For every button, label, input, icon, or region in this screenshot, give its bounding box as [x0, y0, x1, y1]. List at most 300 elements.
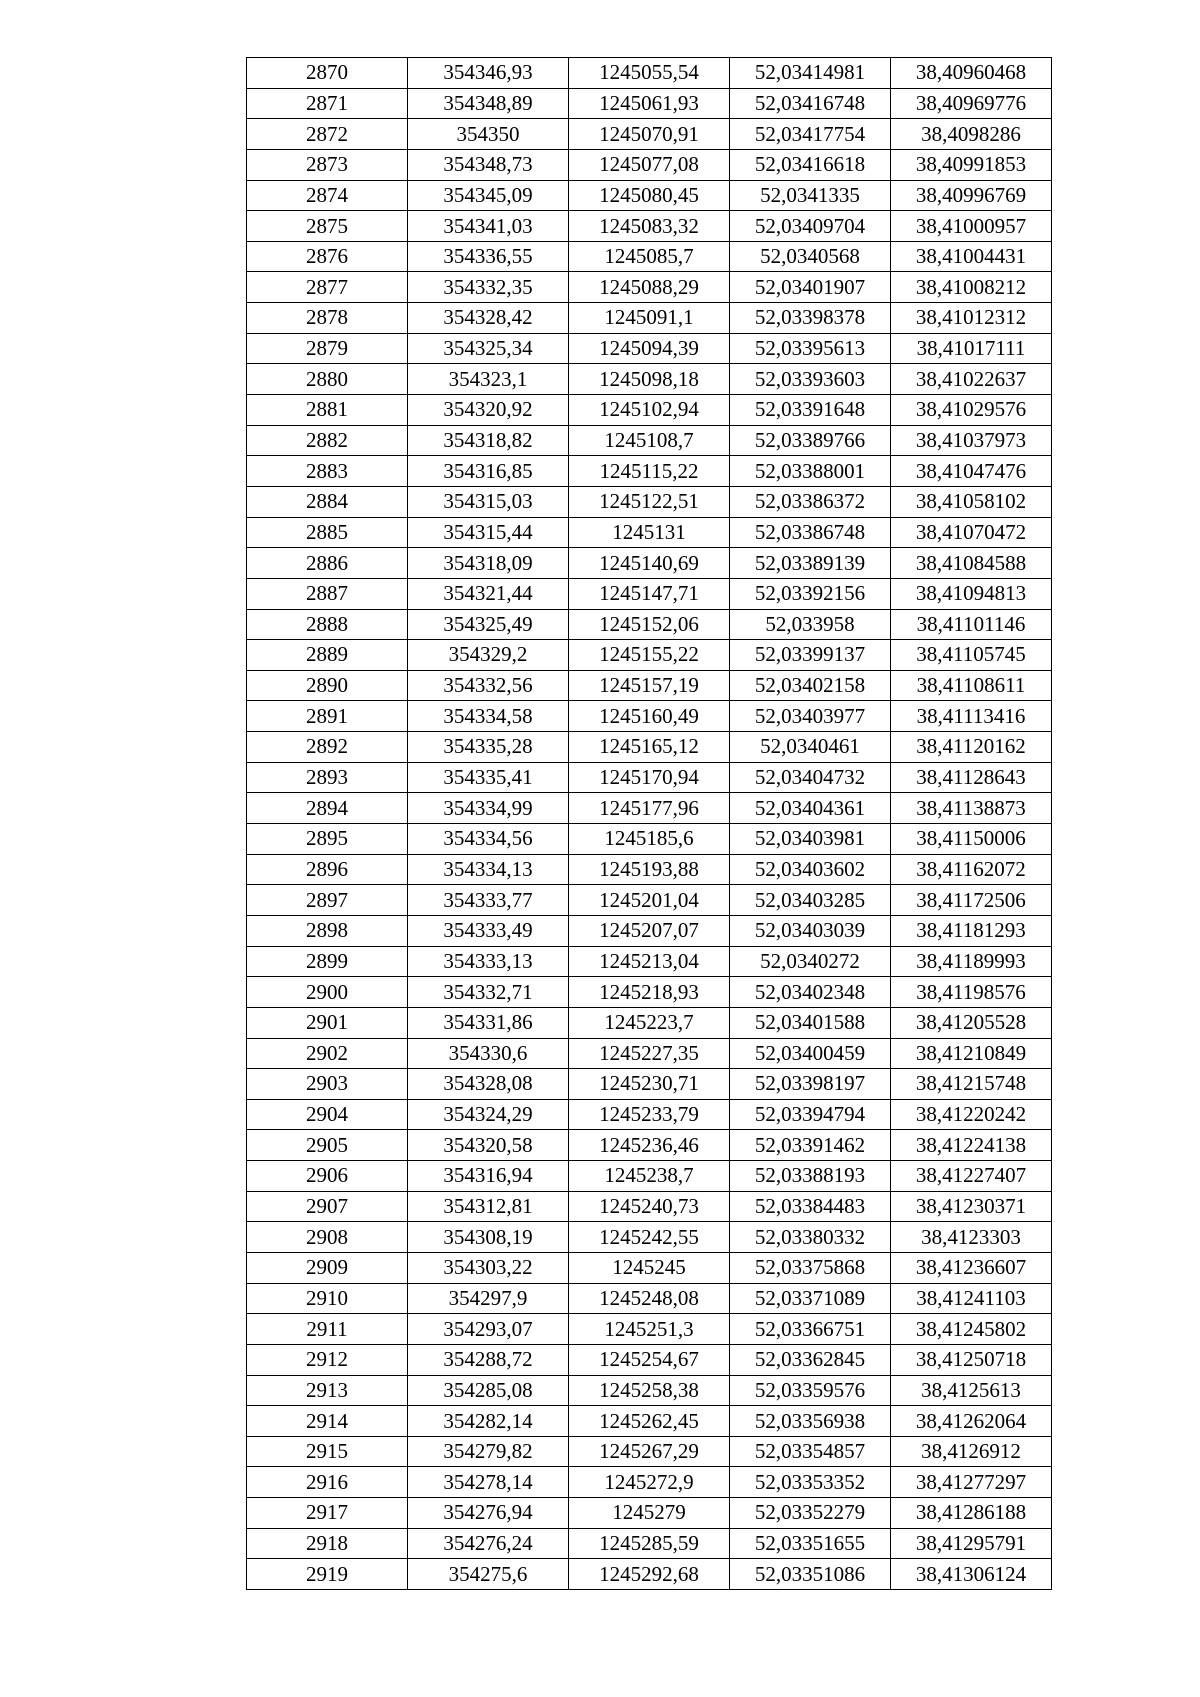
y-coordinate-cell: 1245094,39	[569, 333, 730, 364]
table-row	[247, 578, 1052, 609]
table-row	[247, 854, 1052, 885]
point-number-cell: 2890	[247, 670, 408, 701]
latitude-cell: 52,03384483	[730, 1191, 891, 1222]
point-number-cell: 2905	[247, 1130, 408, 1161]
y-coordinate-cell: 1245088,29	[569, 272, 730, 303]
x-coordinate-cell: 354323,1	[408, 364, 569, 395]
table-row	[247, 1222, 1052, 1253]
table-row	[247, 333, 1052, 364]
table-row	[247, 793, 1052, 824]
point-number-cell: 2916	[247, 1467, 408, 1498]
latitude-cell: 52,03401907	[730, 272, 891, 303]
y-coordinate-cell: 1245102,94	[569, 395, 730, 426]
latitude-cell: 52,03398197	[730, 1069, 891, 1100]
table-row	[247, 1467, 1052, 1498]
point-number-cell: 2879	[247, 333, 408, 364]
x-coordinate-cell: 354335,41	[408, 762, 569, 793]
x-coordinate-cell: 354332,71	[408, 977, 569, 1008]
point-number-cell: 2914	[247, 1406, 408, 1437]
y-coordinate-cell: 1245091,1	[569, 303, 730, 334]
point-number-cell: 2903	[247, 1069, 408, 1100]
x-coordinate-cell: 354321,44	[408, 578, 569, 609]
point-number-cell: 2889	[247, 640, 408, 671]
latitude-cell: 52,03392156	[730, 578, 891, 609]
table-row	[247, 1344, 1052, 1375]
longitude-cell: 38,41105745	[891, 640, 1052, 671]
y-coordinate-cell: 1245061,93	[569, 88, 730, 119]
longitude-cell: 38,41058102	[891, 486, 1052, 517]
point-number-cell: 2871	[247, 88, 408, 119]
longitude-cell: 38,4125613	[891, 1375, 1052, 1406]
table-row	[247, 1069, 1052, 1100]
table-row	[247, 732, 1052, 763]
y-coordinate-cell: 1245262,45	[569, 1406, 730, 1437]
point-number-cell: 2873	[247, 149, 408, 180]
point-number-cell: 2884	[247, 486, 408, 517]
table-row	[247, 1130, 1052, 1161]
latitude-cell: 52,03414981	[730, 58, 891, 89]
longitude-cell: 38,41047476	[891, 456, 1052, 487]
latitude-cell: 52,03353352	[730, 1467, 891, 1498]
y-coordinate-cell: 1245238,7	[569, 1161, 730, 1192]
table-row	[247, 1314, 1052, 1345]
y-coordinate-cell: 1245055,54	[569, 58, 730, 89]
latitude-cell: 52,03402158	[730, 670, 891, 701]
longitude-cell: 38,41198576	[891, 977, 1052, 1008]
point-number-cell: 2872	[247, 119, 408, 150]
x-coordinate-cell: 354328,08	[408, 1069, 569, 1100]
y-coordinate-cell: 1245258,38	[569, 1375, 730, 1406]
longitude-cell: 38,41224138	[891, 1130, 1052, 1161]
latitude-cell: 52,03400459	[730, 1038, 891, 1069]
latitude-cell: 52,0341335	[730, 180, 891, 211]
y-coordinate-cell: 1245245	[569, 1252, 730, 1283]
point-number-cell: 2919	[247, 1559, 408, 1590]
x-coordinate-cell: 354293,07	[408, 1314, 569, 1345]
longitude-cell: 38,41230371	[891, 1191, 1052, 1222]
latitude-cell: 52,03375868	[730, 1252, 891, 1283]
longitude-cell: 38,40969776	[891, 88, 1052, 119]
point-number-cell: 2895	[247, 824, 408, 855]
y-coordinate-cell: 1245248,08	[569, 1283, 730, 1314]
latitude-cell: 52,03354857	[730, 1436, 891, 1467]
y-coordinate-cell: 1245285,59	[569, 1528, 730, 1559]
point-number-cell: 2892	[247, 732, 408, 763]
x-coordinate-cell: 354345,09	[408, 180, 569, 211]
point-number-cell: 2909	[247, 1252, 408, 1283]
latitude-cell: 52,03391462	[730, 1130, 891, 1161]
x-coordinate-cell: 354334,56	[408, 824, 569, 855]
table-row	[247, 915, 1052, 946]
x-coordinate-cell: 354329,2	[408, 640, 569, 671]
point-number-cell: 2891	[247, 701, 408, 732]
latitude-cell: 52,03402348	[730, 977, 891, 1008]
point-number-cell: 2875	[247, 211, 408, 242]
table-row	[247, 977, 1052, 1008]
latitude-cell: 52,03351086	[730, 1559, 891, 1590]
longitude-cell: 38,41113416	[891, 701, 1052, 732]
longitude-cell: 38,41128643	[891, 762, 1052, 793]
table-row	[247, 670, 1052, 701]
longitude-cell: 38,41138873	[891, 793, 1052, 824]
latitude-cell: 52,03409704	[730, 211, 891, 242]
table-row	[247, 762, 1052, 793]
longitude-cell: 38,4123303	[891, 1222, 1052, 1253]
y-coordinate-cell: 1245242,55	[569, 1222, 730, 1253]
point-number-cell: 2898	[247, 915, 408, 946]
table-row	[247, 88, 1052, 119]
y-coordinate-cell: 1245170,94	[569, 762, 730, 793]
table-row	[247, 1498, 1052, 1529]
y-coordinate-cell: 1245152,06	[569, 609, 730, 640]
latitude-cell: 52,03362845	[730, 1344, 891, 1375]
latitude-cell: 52,03371089	[730, 1283, 891, 1314]
point-number-cell: 2901	[247, 1007, 408, 1038]
point-number-cell: 2893	[247, 762, 408, 793]
latitude-cell: 52,03351655	[730, 1528, 891, 1559]
latitude-cell: 52,03398378	[730, 303, 891, 334]
x-coordinate-cell: 354325,49	[408, 609, 569, 640]
latitude-cell: 52,03404732	[730, 762, 891, 793]
x-coordinate-cell: 354279,82	[408, 1436, 569, 1467]
latitude-cell: 52,03394794	[730, 1099, 891, 1130]
longitude-cell: 38,41277297	[891, 1467, 1052, 1498]
table-row	[247, 486, 1052, 517]
table-row	[247, 701, 1052, 732]
latitude-cell: 52,03417754	[730, 119, 891, 150]
latitude-cell: 52,03389766	[730, 425, 891, 456]
x-coordinate-cell: 354333,77	[408, 885, 569, 916]
table-row	[247, 149, 1052, 180]
table-row	[247, 211, 1052, 242]
latitude-cell: 52,03401588	[730, 1007, 891, 1038]
coordinates-table	[246, 57, 1052, 1590]
x-coordinate-cell: 354316,94	[408, 1161, 569, 1192]
longitude-cell: 38,41227407	[891, 1161, 1052, 1192]
point-number-cell: 2897	[247, 885, 408, 916]
y-coordinate-cell: 1245070,91	[569, 119, 730, 150]
x-coordinate-cell: 354330,6	[408, 1038, 569, 1069]
point-number-cell: 2910	[247, 1283, 408, 1314]
longitude-cell: 38,41029576	[891, 395, 1052, 426]
longitude-cell: 38,41094813	[891, 578, 1052, 609]
y-coordinate-cell: 1245115,22	[569, 456, 730, 487]
table-row	[247, 609, 1052, 640]
table-row	[247, 456, 1052, 487]
y-coordinate-cell: 1245160,49	[569, 701, 730, 732]
longitude-cell: 38,41008212	[891, 272, 1052, 303]
point-number-cell: 2877	[247, 272, 408, 303]
latitude-cell: 52,03403981	[730, 824, 891, 855]
longitude-cell: 38,41017111	[891, 333, 1052, 364]
y-coordinate-cell: 1245267,29	[569, 1436, 730, 1467]
x-coordinate-cell: 354297,9	[408, 1283, 569, 1314]
latitude-cell: 52,03403039	[730, 915, 891, 946]
point-number-cell: 2900	[247, 977, 408, 1008]
latitude-cell: 52,03389139	[730, 548, 891, 579]
longitude-cell: 38,41210849	[891, 1038, 1052, 1069]
point-number-cell: 2874	[247, 180, 408, 211]
x-coordinate-cell: 354346,93	[408, 58, 569, 89]
point-number-cell: 2908	[247, 1222, 408, 1253]
x-coordinate-cell: 354318,09	[408, 548, 569, 579]
table-row	[247, 119, 1052, 150]
longitude-cell: 38,41262064	[891, 1406, 1052, 1437]
x-coordinate-cell: 354318,82	[408, 425, 569, 456]
latitude-cell: 52,03391648	[730, 395, 891, 426]
x-coordinate-cell: 354320,92	[408, 395, 569, 426]
longitude-cell: 38,41022637	[891, 364, 1052, 395]
table-row	[247, 241, 1052, 272]
table-row	[247, 1528, 1052, 1559]
latitude-cell: 52,03403977	[730, 701, 891, 732]
x-coordinate-cell: 354312,81	[408, 1191, 569, 1222]
table-row	[247, 1406, 1052, 1437]
latitude-cell: 52,03356938	[730, 1406, 891, 1437]
table-row	[247, 180, 1052, 211]
longitude-cell: 38,41220242	[891, 1099, 1052, 1130]
point-number-cell: 2907	[247, 1191, 408, 1222]
x-coordinate-cell: 354332,35	[408, 272, 569, 303]
y-coordinate-cell: 1245207,07	[569, 915, 730, 946]
table-row	[247, 1375, 1052, 1406]
table-row	[247, 425, 1052, 456]
longitude-cell: 38,41205528	[891, 1007, 1052, 1038]
longitude-cell: 38,41286188	[891, 1498, 1052, 1529]
point-number-cell: 2899	[247, 946, 408, 977]
longitude-cell: 38,41037973	[891, 425, 1052, 456]
x-coordinate-cell: 354320,58	[408, 1130, 569, 1161]
latitude-cell: 52,03352279	[730, 1498, 891, 1529]
latitude-cell: 52,03366751	[730, 1314, 891, 1345]
table-row	[247, 395, 1052, 426]
longitude-cell: 38,41084588	[891, 548, 1052, 579]
y-coordinate-cell: 1245193,88	[569, 854, 730, 885]
x-coordinate-cell: 354331,86	[408, 1007, 569, 1038]
coordinates-table-body	[247, 58, 1052, 1590]
y-coordinate-cell: 1245077,08	[569, 149, 730, 180]
y-coordinate-cell: 1245240,73	[569, 1191, 730, 1222]
point-number-cell: 2882	[247, 425, 408, 456]
longitude-cell: 38,41162072	[891, 854, 1052, 885]
longitude-cell: 38,41150006	[891, 824, 1052, 855]
latitude-cell: 52,03386372	[730, 486, 891, 517]
longitude-cell: 38,41241103	[891, 1283, 1052, 1314]
y-coordinate-cell: 1245185,6	[569, 824, 730, 855]
longitude-cell: 38,41172506	[891, 885, 1052, 916]
longitude-cell: 38,41189993	[891, 946, 1052, 977]
x-coordinate-cell: 354332,56	[408, 670, 569, 701]
point-number-cell: 2918	[247, 1528, 408, 1559]
point-number-cell: 2913	[247, 1375, 408, 1406]
longitude-cell: 38,4098286	[891, 119, 1052, 150]
point-number-cell: 2876	[247, 241, 408, 272]
latitude-cell: 52,03386748	[730, 517, 891, 548]
y-coordinate-cell: 1245223,7	[569, 1007, 730, 1038]
longitude-cell: 38,41070472	[891, 517, 1052, 548]
x-coordinate-cell: 354336,55	[408, 241, 569, 272]
point-number-cell: 2917	[247, 1498, 408, 1529]
latitude-cell: 52,0340568	[730, 241, 891, 272]
x-coordinate-cell: 354350	[408, 119, 569, 150]
x-coordinate-cell: 354282,14	[408, 1406, 569, 1437]
latitude-cell: 52,03404361	[730, 793, 891, 824]
x-coordinate-cell: 354325,34	[408, 333, 569, 364]
longitude-cell: 38,41108611	[891, 670, 1052, 701]
latitude-cell: 52,03388193	[730, 1161, 891, 1192]
latitude-cell: 52,03403602	[730, 854, 891, 885]
latitude-cell: 52,03380332	[730, 1222, 891, 1253]
table-row	[247, 1161, 1052, 1192]
table-row	[247, 1007, 1052, 1038]
longitude-cell: 38,40991853	[891, 149, 1052, 180]
point-number-cell: 2880	[247, 364, 408, 395]
table-row	[247, 946, 1052, 977]
latitude-cell: 52,033958	[730, 609, 891, 640]
latitude-cell: 52,03399137	[730, 640, 891, 671]
x-coordinate-cell: 354333,49	[408, 915, 569, 946]
point-number-cell: 2902	[247, 1038, 408, 1069]
table-row	[247, 640, 1052, 671]
y-coordinate-cell: 1245165,12	[569, 732, 730, 763]
table-row	[247, 885, 1052, 916]
point-number-cell: 2912	[247, 1344, 408, 1375]
longitude-cell: 38,41236607	[891, 1252, 1052, 1283]
longitude-cell: 38,4126912	[891, 1436, 1052, 1467]
x-coordinate-cell: 354308,19	[408, 1222, 569, 1253]
latitude-cell: 52,03416748	[730, 88, 891, 119]
latitude-cell: 52,03388001	[730, 456, 891, 487]
point-number-cell: 2878	[247, 303, 408, 334]
table-row	[247, 58, 1052, 89]
longitude-cell: 38,41120162	[891, 732, 1052, 763]
longitude-cell: 38,41101146	[891, 609, 1052, 640]
table-row	[247, 517, 1052, 548]
point-number-cell: 2894	[247, 793, 408, 824]
y-coordinate-cell: 1245213,04	[569, 946, 730, 977]
y-coordinate-cell: 1245080,45	[569, 180, 730, 211]
latitude-cell: 52,0340272	[730, 946, 891, 977]
y-coordinate-cell: 1245157,19	[569, 670, 730, 701]
x-coordinate-cell: 354315,44	[408, 517, 569, 548]
point-number-cell: 2881	[247, 395, 408, 426]
y-coordinate-cell: 1245272,9	[569, 1467, 730, 1498]
longitude-cell: 38,41181293	[891, 915, 1052, 946]
latitude-cell: 52,03393603	[730, 364, 891, 395]
longitude-cell: 38,41000957	[891, 211, 1052, 242]
x-coordinate-cell: 354278,14	[408, 1467, 569, 1498]
y-coordinate-cell: 1245251,3	[569, 1314, 730, 1345]
x-coordinate-cell: 354348,73	[408, 149, 569, 180]
table-row	[247, 1252, 1052, 1283]
latitude-cell: 52,03395613	[730, 333, 891, 364]
x-coordinate-cell: 354288,72	[408, 1344, 569, 1375]
point-number-cell: 2885	[247, 517, 408, 548]
longitude-cell: 38,41012312	[891, 303, 1052, 334]
latitude-cell: 52,0340461	[730, 732, 891, 763]
x-coordinate-cell: 354341,03	[408, 211, 569, 242]
longitude-cell: 38,41295791	[891, 1528, 1052, 1559]
x-coordinate-cell: 354324,29	[408, 1099, 569, 1130]
x-coordinate-cell: 354334,13	[408, 854, 569, 885]
x-coordinate-cell: 354276,24	[408, 1528, 569, 1559]
table-row	[247, 272, 1052, 303]
table-row	[247, 1099, 1052, 1130]
y-coordinate-cell: 1245085,7	[569, 241, 730, 272]
y-coordinate-cell: 1245131	[569, 517, 730, 548]
latitude-cell: 52,03359576	[730, 1375, 891, 1406]
y-coordinate-cell: 1245140,69	[569, 548, 730, 579]
x-coordinate-cell: 354328,42	[408, 303, 569, 334]
longitude-cell: 38,41306124	[891, 1559, 1052, 1590]
y-coordinate-cell: 1245233,79	[569, 1099, 730, 1130]
y-coordinate-cell: 1245177,96	[569, 793, 730, 824]
y-coordinate-cell: 1245122,51	[569, 486, 730, 517]
table-row	[247, 1436, 1052, 1467]
table-row	[247, 303, 1052, 334]
y-coordinate-cell: 1245218,93	[569, 977, 730, 1008]
point-number-cell: 2888	[247, 609, 408, 640]
latitude-cell: 52,03416618	[730, 149, 891, 180]
x-coordinate-cell: 354316,85	[408, 456, 569, 487]
point-number-cell: 2870	[247, 58, 408, 89]
x-coordinate-cell: 354335,28	[408, 732, 569, 763]
y-coordinate-cell: 1245227,35	[569, 1038, 730, 1069]
point-number-cell: 2915	[247, 1436, 408, 1467]
x-coordinate-cell: 354303,22	[408, 1252, 569, 1283]
y-coordinate-cell: 1245108,7	[569, 425, 730, 456]
longitude-cell: 38,40960468	[891, 58, 1052, 89]
y-coordinate-cell: 1245083,32	[569, 211, 730, 242]
longitude-cell: 38,40996769	[891, 180, 1052, 211]
point-number-cell: 2896	[247, 854, 408, 885]
x-coordinate-cell: 354276,94	[408, 1498, 569, 1529]
table-row	[247, 824, 1052, 855]
latitude-cell: 52,03403285	[730, 885, 891, 916]
longitude-cell: 38,41215748	[891, 1069, 1052, 1100]
y-coordinate-cell: 1245236,46	[569, 1130, 730, 1161]
x-coordinate-cell: 354333,13	[408, 946, 569, 977]
x-coordinate-cell: 354334,99	[408, 793, 569, 824]
table-row	[247, 1191, 1052, 1222]
x-coordinate-cell: 354275,6	[408, 1559, 569, 1590]
y-coordinate-cell: 1245230,71	[569, 1069, 730, 1100]
x-coordinate-cell: 354348,89	[408, 88, 569, 119]
y-coordinate-cell: 1245279	[569, 1498, 730, 1529]
y-coordinate-cell: 1245147,71	[569, 578, 730, 609]
x-coordinate-cell: 354334,58	[408, 701, 569, 732]
table-row	[247, 1038, 1052, 1069]
y-coordinate-cell: 1245292,68	[569, 1559, 730, 1590]
point-number-cell: 2904	[247, 1099, 408, 1130]
table-row	[247, 548, 1052, 579]
point-number-cell: 2911	[247, 1314, 408, 1345]
y-coordinate-cell: 1245155,22	[569, 640, 730, 671]
table-row	[247, 1283, 1052, 1314]
longitude-cell: 38,41250718	[891, 1344, 1052, 1375]
point-number-cell: 2887	[247, 578, 408, 609]
longitude-cell: 38,41245802	[891, 1314, 1052, 1345]
y-coordinate-cell: 1245254,67	[569, 1344, 730, 1375]
point-number-cell: 2886	[247, 548, 408, 579]
point-number-cell: 2883	[247, 456, 408, 487]
y-coordinate-cell: 1245201,04	[569, 885, 730, 916]
point-number-cell: 2906	[247, 1161, 408, 1192]
table-row	[247, 364, 1052, 395]
longitude-cell: 38,41004431	[891, 241, 1052, 272]
x-coordinate-cell: 354285,08	[408, 1375, 569, 1406]
table-row	[247, 1559, 1052, 1590]
